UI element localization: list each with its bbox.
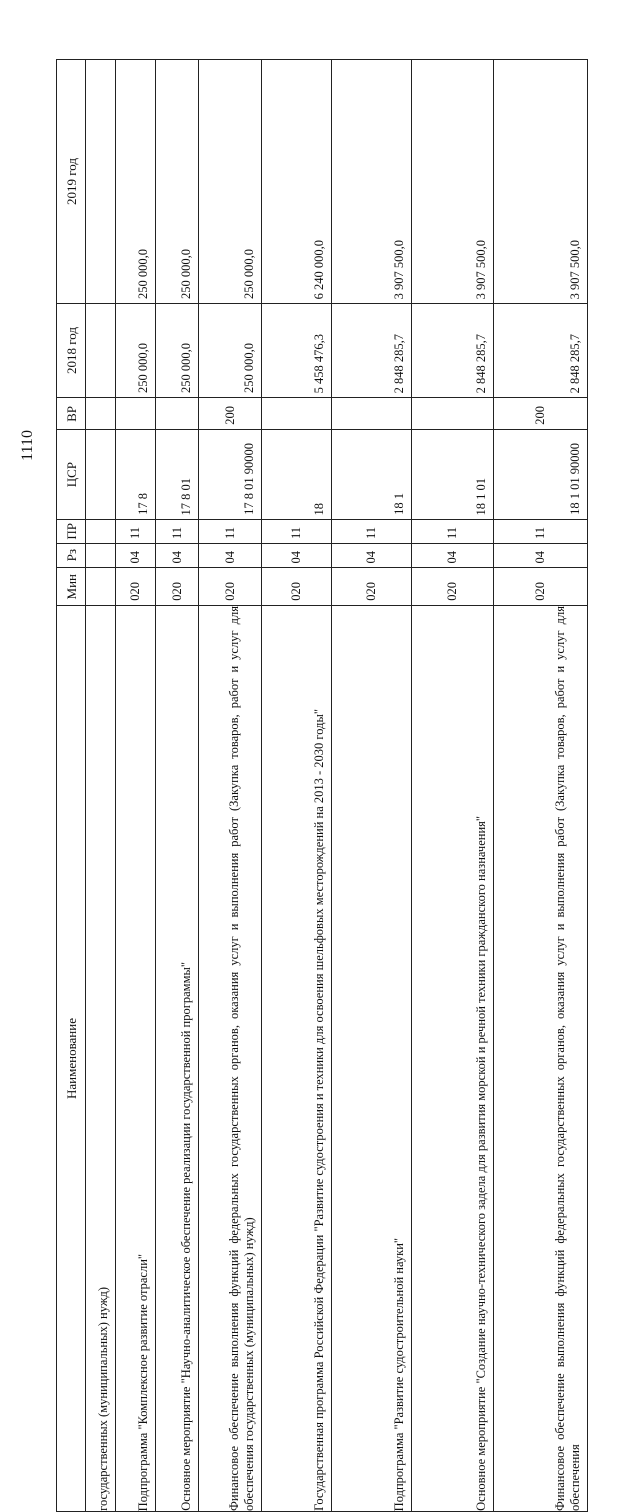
row-0-vr — [116, 398, 156, 430]
row-0-rz: 04 — [116, 544, 156, 568]
row-5-min: 020 — [412, 568, 494, 606]
row-0-min: 020 — [116, 568, 156, 606]
continuation-cell — [86, 606, 116, 1512]
row-1-pr: 11 — [156, 520, 199, 544]
spacer-col — [86, 520, 116, 544]
row-3-vr — [262, 398, 332, 430]
row-2-min: 020 — [199, 568, 262, 606]
row-3-rz: 04 — [262, 544, 332, 568]
header-csr: ЦСР — [57, 430, 86, 520]
row-4-pr: 11 — [332, 520, 412, 544]
budget-table — [56, 59, 588, 1512]
spacer-col — [86, 304, 116, 398]
page-number: 1110 — [19, 430, 37, 461]
row-2-pr: 11 — [199, 520, 262, 544]
row-4-min: 020 — [332, 568, 412, 606]
row-4-y2018: 2 848 285,7 — [332, 304, 412, 398]
row-6-y2019: 3 907 500,0 — [494, 60, 588, 304]
row-6-y2018: 2 848 285,7 — [494, 304, 588, 398]
spacer-col — [86, 544, 116, 568]
header-min: Мин — [57, 568, 86, 606]
row-3-min: 020 — [262, 568, 332, 606]
header-rz: Рз — [57, 544, 86, 568]
row-1-csr: 17 8 01 — [156, 430, 199, 520]
row-5-rz: 04 — [412, 544, 494, 568]
row-4-vr — [332, 398, 412, 430]
row-5-csr: 18 1 01 — [412, 430, 494, 520]
row-5-y2018: 2 848 285,7 — [412, 304, 494, 398]
row-1-name: Основное мероприятие "Научно-аналитическое обеспечение реализации государственной программы" — [156, 606, 199, 1512]
header-pr: ПР — [57, 520, 86, 544]
row-5-name: Основное мероприятие "Создание научно-технического задела для развития морской и речной техники гражданского назначения" — [412, 606, 494, 1512]
row-5-vr — [412, 398, 494, 430]
spacer-col — [86, 398, 116, 430]
row-2-vr: 200 — [199, 398, 262, 430]
row-4-name — [332, 606, 412, 1512]
spacer-col — [86, 430, 116, 520]
row-6-rz: 04 — [494, 544, 588, 568]
row-3-name: Государственная программа Российской Федерации "Развитие судостроения и техники для освоения шельфовых месторождений на 2013 - 2030 годы" — [262, 606, 332, 1512]
row-3-y2019: 6 240 000,0 — [262, 60, 332, 304]
row-1-y2018: 250 000,0 — [156, 304, 199, 398]
row-4-csr: 18 1 — [332, 430, 412, 520]
row-0-pr: 11 — [116, 520, 156, 544]
row-6-min: 020 — [494, 568, 588, 606]
row-3-pr: 11 — [262, 520, 332, 544]
row-5-y2019: 3 907 500,0 — [412, 60, 494, 304]
row-4-y2019: 3 907 500,0 — [332, 60, 412, 304]
header-vr: ВР — [57, 398, 86, 430]
row-1-rz: 04 — [156, 544, 199, 568]
row-0-csr: 17 8 — [116, 430, 156, 520]
header-2018: 2018 год — [57, 304, 86, 398]
row-1-vr — [156, 398, 199, 430]
spacer-col — [86, 60, 116, 304]
row-2-rz: 04 — [199, 544, 262, 568]
row-6-csr: 18 1 01 90000 — [494, 430, 588, 520]
row-2-y2018: 250 000,0 — [199, 304, 262, 398]
row-0-y2019: 250 000,0 — [116, 60, 156, 304]
row-0-y2018: 250 000,0 — [116, 304, 156, 398]
row-5-pr: 11 — [412, 520, 494, 544]
row-2-csr: 17 8 01 90000 — [199, 430, 262, 520]
row-6-vr: 200 — [494, 398, 588, 430]
row-2-y2019: 250 000,0 — [199, 60, 262, 304]
row-3-csr: 18 — [262, 430, 332, 520]
header-2019: 2019 год — [57, 60, 86, 304]
row-4-rz: 04 — [332, 544, 412, 568]
row-3-y2018: 5 458 476,3 — [262, 304, 332, 398]
row-0-name — [116, 606, 156, 1512]
spacer-col — [86, 568, 116, 606]
row-1-min: 020 — [156, 568, 199, 606]
row-2-name: Финансовое обеспечение выполнения функций федеральных государственных органов, оказания услуг и выполнения работ (Закупка товаров, работ и услуг для обеспечения государственных (муниципальных) нужд) — [199, 606, 262, 1512]
row-6-name: Финансовое обеспечение выполнения функций федеральных государственных органов, оказания услуг и выполнения работ (Закупка товаров, работ и услуг для обеспечения — [494, 606, 588, 1512]
header-name: Наименование — [57, 606, 86, 1512]
row-1-y2019: 250 000,0 — [156, 60, 199, 304]
row-6-pr: 11 — [494, 520, 588, 544]
